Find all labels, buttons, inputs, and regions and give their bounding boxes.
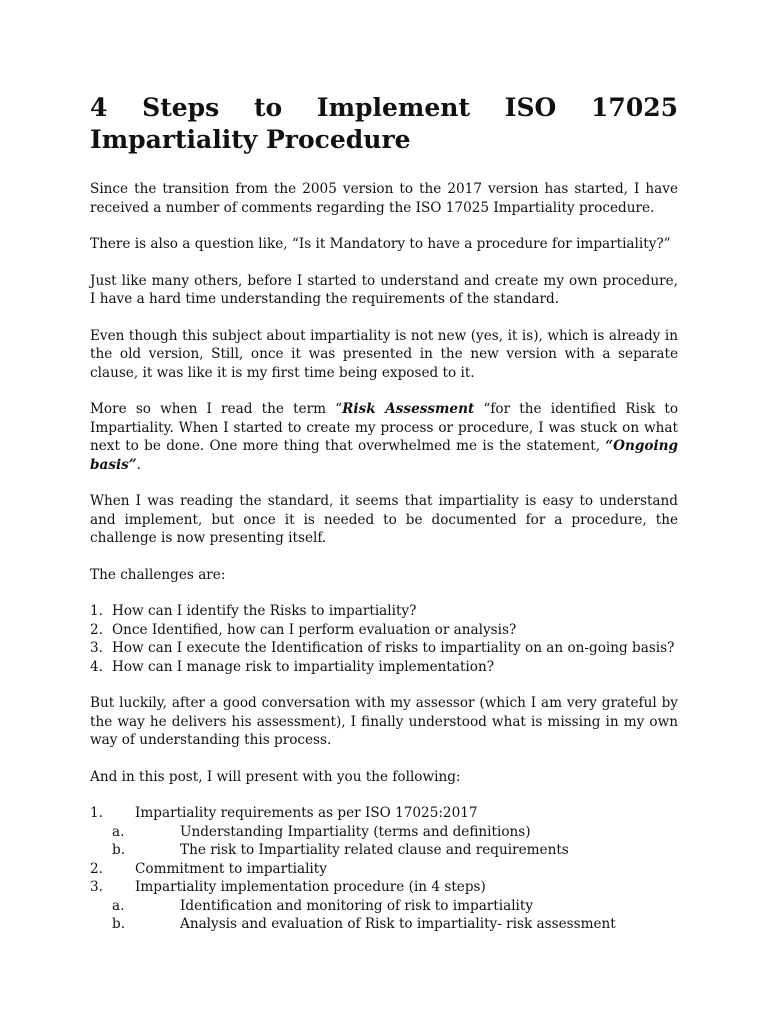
list-item: [90, 621, 678, 640]
list-number: 3.: [90, 640, 103, 656]
paragraph-question: There is also a question like, “Is it Mandatory to have a procedure for impartiality?”: [90, 236, 671, 252]
list-text: How can I identify the Risks to impartiality?: [112, 603, 417, 619]
outline-item: [90, 804, 678, 823]
list-number: 1.: [90, 603, 103, 619]
outline-text: Identification and monitoring of risk to impartiality: [180, 897, 534, 914]
list-item: [90, 602, 678, 621]
outline-list: [90, 804, 678, 934]
outline-letter: a.: [112, 897, 125, 914]
outline-subitem: [90, 841, 678, 860]
outline-item: [90, 860, 678, 879]
outline-text: The risk to Impartiality related clause and requirements: [180, 842, 569, 858]
document-title: 4 Steps to Implement ISO 17025 Impartiality Procedure: [90, 93, 678, 154]
paragraph-not-new: Even though this subject about impartiality is not new (yes, it is), which is already in the old version, Still, once it was presented in the new version with a separate clause, it was like it is my first time being exposed to it.: [90, 327, 678, 381]
outline-subitem: [90, 897, 678, 916]
emphasis-risk-assessment: Risk Assessment: [342, 401, 475, 417]
paragraph-challenges-intro: The challenges are:: [90, 566, 226, 583]
list-item: [90, 658, 678, 677]
paragraph-standard-reading: When I was reading the standard, it seems that impartiality is easy to understand and implement, but once it is needed to be documented for a procedure, the challenge is now presenting itself.: [90, 493, 678, 546]
paragraph-transition: Since the transition from the 2005 version to the 2017 version has started, I have received a number of comments regarding the ISO 17025 Impartiality procedure.: [90, 181, 678, 216]
outline-text: Commitment to impartiality: [135, 860, 327, 877]
outline-letter: b.: [112, 842, 126, 858]
outline-subitem: [90, 823, 678, 842]
text-run: “for the identified Risk to Impartiality. When I started to create my process or procedure, I was stuck on what next to be done. One more thing that overwhelmed me is the statement,: [90, 401, 678, 454]
outline-item: [90, 878, 678, 897]
outline-letter: a.: [112, 823, 125, 840]
text-run: More so when I read the term “: [90, 401, 343, 417]
outline-letter: b.: [112, 916, 126, 932]
challenges-list: [90, 602, 678, 676]
text-run: .: [136, 456, 141, 473]
outline-number: 2.: [90, 860, 103, 877]
outline-text: Analysis and evaluation of Risk to impartiality- risk assessment: [180, 916, 616, 932]
list-text: Once Identified, how can I perform evaluation or analysis?: [112, 621, 517, 638]
outline-number: 1.: [90, 805, 103, 821]
outline-subitem: [90, 915, 678, 934]
outline-text: Impartiality implementation procedure (in 4 steps): [135, 879, 486, 895]
list-number: 4.: [90, 658, 103, 675]
list-number: 2.: [90, 621, 103, 638]
outline-text: Understanding Impartiality (terms and definitions): [180, 823, 531, 840]
emphasis-ongoing-basis: “Ongoing basis”: [90, 438, 678, 473]
document-page: [90, 92, 678, 934]
list-item: [90, 639, 678, 658]
list-text: How can I manage risk to impartiality implementation?: [112, 658, 494, 675]
list-text: How can I execute the Identification of risks to impartiality on an on-going basis?: [112, 640, 675, 656]
paragraph-assessor: But luckily, after a good conversation with my assessor (which I am very grateful by the way he delivers his assessment), I finally understood what is missing in my own way of understanding this process.: [90, 695, 678, 748]
outline-number: 3.: [90, 879, 103, 895]
paragraph-post-intro: And in this post, I will present with you the following:: [90, 768, 461, 785]
paragraph-risk-assessment: [90, 400, 678, 474]
paragraph-understanding: Just like many others, before I started to understand and create my own procedure, I have a hard time understanding the requirements of the standard.: [90, 272, 678, 307]
outline-text: Impartiality requirements as per ISO 17025:2017: [135, 805, 478, 821]
